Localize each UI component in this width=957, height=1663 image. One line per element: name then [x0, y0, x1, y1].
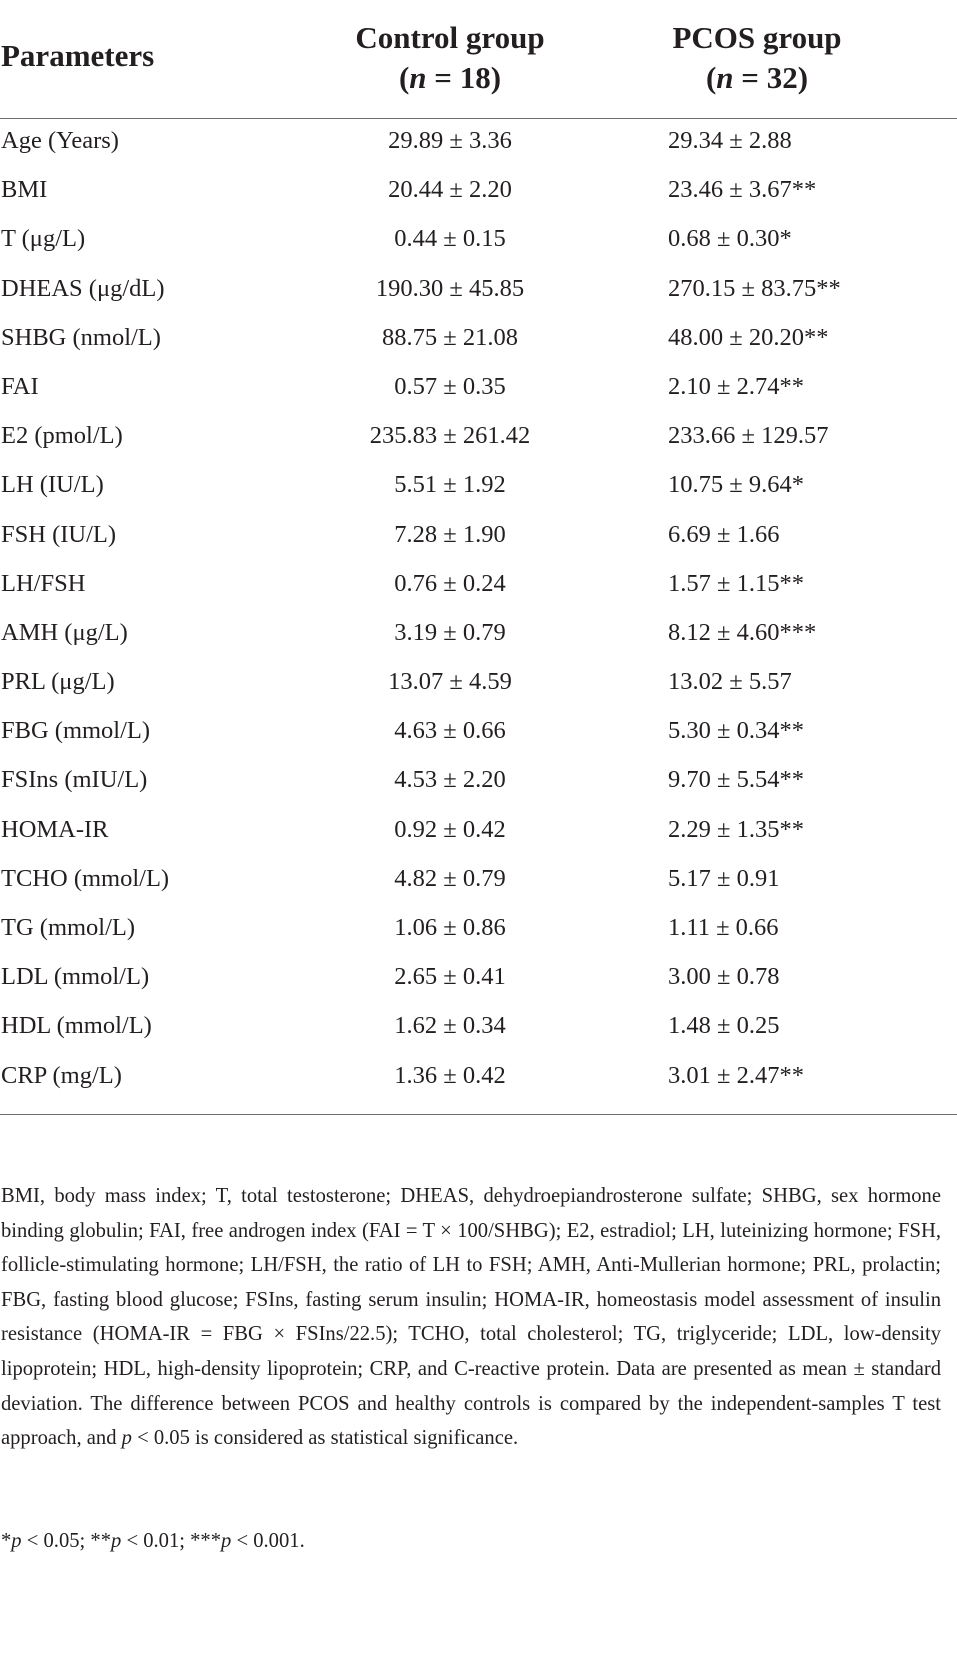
- table-row: [0, 220, 957, 269]
- cell-control: 0.44 ± 0.15: [394, 225, 506, 253]
- bottom-rule: [0, 1114, 957, 1115]
- cell-pcos: 1.57 ± 1.15**: [668, 569, 804, 597]
- table-row: [0, 663, 957, 712]
- cell-control: 29.89 ± 3.36: [388, 127, 512, 154]
- cell-parameter: DHEAS (μg/dL): [1, 274, 165, 302]
- table-row: [0, 1007, 957, 1056]
- cell-pcos: 13.02 ± 5.57: [668, 668, 792, 696]
- table-row: [0, 516, 957, 565]
- cell-parameter: LH (IU/L): [1, 471, 104, 499]
- table-footnote: BMI, body mass index; T, total testosterone; DHEAS, dehydroepiandrosterone sulfate; SHBG, sex hormone binding globulin; FAI, free androgen index (FAI = T × 100/SHBG); E2, estradiol; LH, luteinizing hormone; FSH, follicle-stimulating hormone; LH/FSH, the ratio of LH to FSH; AMH, Anti-Mullerian hormone; PRL, prolactin; FBG, fasting blood glucose; FSIns, fasting serum insulin; HOMA-IR, homeostasis model assessment of insulin resistance (HOMA-IR = FBG × FSIns/22.5); TCHO, total cholesterol; TG, triglyceride; LDL, low-density lipoprotein; HDL, high-density lipoprotein; CRP, and C-reactive protein. Data are presented as mean ± standard deviation. The difference between PCOS and healthy controls is compared by the independent-samples T test approach, and p < 0.05 is considered as statistical significance.: [1, 1185, 941, 1450]
- table-body: [0, 122, 957, 1106]
- table-row: [0, 171, 957, 220]
- cell-control: 7.28 ± 1.90: [394, 520, 506, 548]
- table-row: [0, 860, 957, 909]
- cell-pcos: 6.69 ± 1.66: [668, 520, 780, 548]
- cell-control: 20.44 ± 2.20: [388, 176, 512, 204]
- table-row: [0, 270, 957, 319]
- cell-pcos: 270.15 ± 83.75**: [668, 274, 841, 302]
- cell-control: 1.62 ± 0.34: [394, 1012, 506, 1040]
- cell-pcos: 48.00 ± 20.20**: [668, 323, 829, 351]
- header-parameters: Parameters: [1, 38, 155, 73]
- cell-parameter: BMI: [1, 176, 48, 204]
- cell-parameter: HOMA-IR: [1, 815, 109, 843]
- cell-control: 1.36 ± 0.42: [394, 1061, 506, 1089]
- table-row: [0, 958, 957, 1007]
- cell-parameter: CRP (mg/L): [1, 1061, 122, 1089]
- cell-pcos: 3.00 ± 0.78: [668, 963, 780, 991]
- cell-pcos: 2.29 ± 1.35**: [668, 815, 804, 843]
- cell-parameter: PRL (μg/L): [1, 668, 115, 696]
- cell-parameter: FAI: [1, 372, 39, 400]
- header-pcos-group: [607, 18, 907, 98]
- table-row: [0, 909, 957, 958]
- cell-control: 0.92 ± 0.42: [394, 815, 506, 843]
- cell-control: 3.19 ± 0.79: [394, 618, 506, 646]
- header-control-group: [300, 18, 600, 98]
- table-row: [0, 1057, 957, 1106]
- cell-pcos: 1.11 ± 0.66: [668, 914, 779, 941]
- cell-control: 5.51 ± 1.92: [394, 471, 506, 499]
- cell-pcos: 3.01 ± 2.47**: [668, 1061, 804, 1089]
- cell-pcos: 233.66 ± 129.57: [668, 422, 829, 450]
- cell-pcos: 23.46 ± 3.67**: [668, 176, 817, 204]
- cell-parameter: LH/FSH: [1, 569, 86, 597]
- header-control-n: (n = 18): [398, 60, 502, 95]
- cell-control: 1.06 ± 0.86: [394, 914, 506, 941]
- cell-control: 4.53 ± 2.20: [394, 766, 506, 794]
- cell-parameter: FSH (IU/L): [1, 520, 117, 548]
- table-row: [0, 417, 957, 466]
- cell-parameter: FSIns (mIU/L): [1, 766, 148, 794]
- table-row: [0, 761, 957, 810]
- table-row: [0, 712, 957, 761]
- cell-control: 0.57 ± 0.35: [394, 372, 506, 400]
- header-pcos-n: (n = 32): [705, 60, 809, 95]
- cell-pcos: 2.10 ± 2.74**: [668, 372, 804, 400]
- table-row: [0, 319, 957, 368]
- cell-control: 13.07 ± 4.59: [388, 668, 512, 696]
- cell-control: 235.83 ± 261.42: [369, 422, 531, 450]
- significance-note: *p < 0.05; **p < 0.01; ***p < 0.001.: [1, 1530, 305, 1552]
- cell-control: 88.75 ± 21.08: [382, 323, 518, 351]
- header-rule: [0, 118, 957, 119]
- table-row: [0, 811, 957, 860]
- cell-pcos: 10.75 ± 9.64*: [668, 471, 804, 499]
- table-row: [0, 368, 957, 417]
- cell-control: 4.63 ± 0.66: [394, 717, 506, 745]
- cell-parameter: Age (Years): [1, 127, 119, 154]
- cell-parameter: TCHO (mmol/L): [1, 864, 170, 892]
- cell-pcos: 9.70 ± 5.54**: [668, 766, 804, 794]
- table-header: [0, 0, 957, 115]
- cell-pcos: 0.68 ± 0.30*: [668, 225, 792, 253]
- cell-pcos: 5.30 ± 0.34**: [668, 717, 804, 745]
- cell-pcos: 1.48 ± 0.25: [668, 1012, 780, 1040]
- table-row: [0, 565, 957, 614]
- header-pcos-label: PCOS group: [672, 20, 842, 55]
- cell-control: 0.76 ± 0.24: [394, 569, 506, 597]
- table-row: [0, 122, 957, 171]
- table-row: [0, 614, 957, 663]
- cell-control: 2.65 ± 0.41: [394, 963, 506, 991]
- cell-parameter: HDL (mmol/L): [1, 1012, 152, 1040]
- cell-parameter: SHBG (nmol/L): [1, 323, 161, 351]
- cell-parameter: FBG (mmol/L): [1, 717, 151, 745]
- cell-parameter: TG (mmol/L): [1, 914, 136, 941]
- cell-pcos: 8.12 ± 4.60***: [668, 618, 817, 646]
- cell-pcos: 5.17 ± 0.91: [668, 864, 780, 892]
- cell-parameter: AMH (μg/L): [1, 618, 128, 646]
- cell-control: 4.82 ± 0.79: [394, 864, 506, 892]
- cell-parameter: E2 (pmol/L): [1, 422, 123, 450]
- cell-parameter: T (μg/L): [1, 225, 86, 253]
- cell-control: 190.30 ± 45.85: [375, 274, 525, 302]
- header-control-label: Control group: [355, 20, 545, 55]
- cell-parameter: LDL (mmol/L): [1, 963, 150, 991]
- cell-pcos: 29.34 ± 2.88: [668, 127, 792, 154]
- table-row: [0, 466, 957, 515]
